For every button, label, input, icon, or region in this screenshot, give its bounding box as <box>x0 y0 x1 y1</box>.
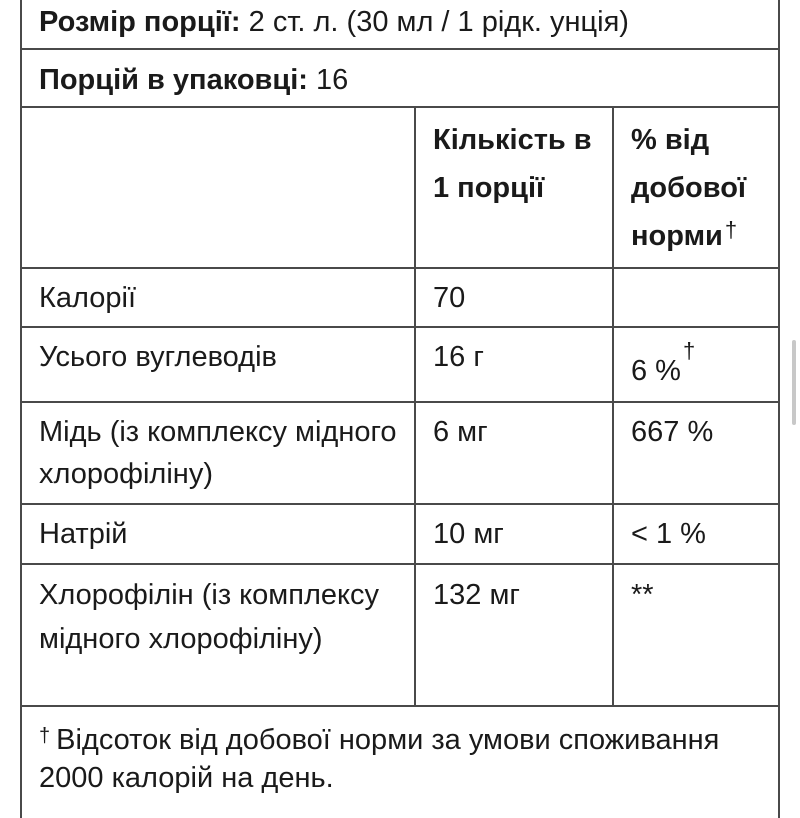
nutrient-daily-value: < 1 % <box>613 504 778 564</box>
table-row <box>22 402 778 504</box>
supplement-facts-panel <box>20 0 780 818</box>
header-amount: Кількість в 1 порції <box>433 124 592 204</box>
servings-per-container-value: 16 <box>307 64 349 96</box>
header-empty-cell <box>22 108 415 268</box>
table-header-row <box>22 108 778 268</box>
header-amount-cell <box>415 108 613 268</box>
nutrient-name: Калорії <box>22 268 415 327</box>
footnote-dagger-mark: † <box>39 725 51 747</box>
header-daily-value: % від добової норми <box>631 124 747 252</box>
nutrient-name: Усього вуглеводів <box>22 327 415 402</box>
serving-size-row <box>22 0 778 50</box>
table-row <box>22 268 778 327</box>
daily-value-dagger-mark: † <box>682 338 696 363</box>
scrollbar-thumb[interactable] <box>792 340 796 425</box>
nutrient-daily-value <box>613 268 778 327</box>
nutrient-name: Натрій <box>22 504 415 564</box>
nutrient-daily-value-cell <box>613 327 778 402</box>
header-dagger-mark: † <box>724 217 738 242</box>
table-row <box>22 504 778 564</box>
nutrient-amount: 16 г <box>415 327 613 402</box>
serving-size-value: 2 ст. л. (30 мл / 1 рідк. унція) <box>240 6 629 38</box>
nutrient-amount: 132 мг <box>415 564 613 706</box>
serving-size-label: Розмір порції: <box>39 6 241 38</box>
nutrient-amount: 6 мг <box>415 402 613 504</box>
nutrition-table <box>22 108 778 707</box>
nutrient-daily-value: 667 % <box>613 402 778 504</box>
nutrient-amount: 10 мг <box>415 504 613 564</box>
nutrient-name: Хлорофілін (із комплексу мідного хлорофіліну) <box>22 564 415 706</box>
nutrient-daily-value: ** <box>613 564 778 706</box>
table-row <box>22 327 778 402</box>
header-daily-value-cell <box>613 108 778 268</box>
servings-per-container-label: Порцій в упаковці: <box>39 64 308 96</box>
footnote <box>22 707 778 797</box>
servings-per-container-row <box>22 50 778 108</box>
table-row <box>22 564 778 706</box>
nutrient-amount: 70 <box>415 268 613 327</box>
footnote-text: Відсоток від добової норми за умови споживання 2000 калорій на день. <box>39 724 720 794</box>
nutrient-daily-value: 6 % <box>631 355 681 387</box>
nutrient-name: Мідь (із комплексу мідного хлорофіліну) <box>22 402 415 504</box>
